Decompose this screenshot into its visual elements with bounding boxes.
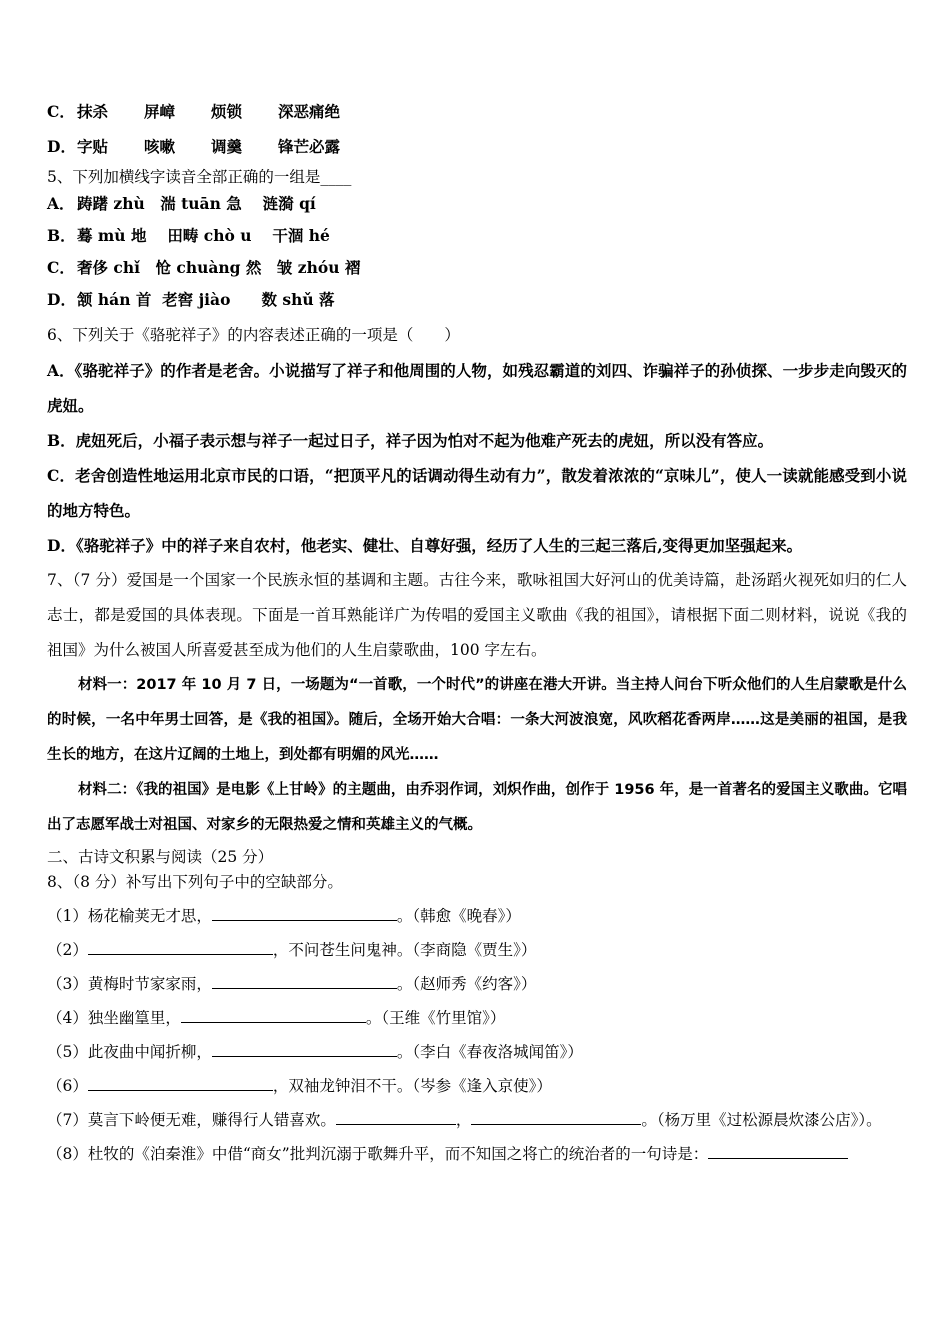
- option-label: C．: [47, 102, 75, 121]
- item-text: ，: [455, 1111, 472, 1129]
- option-label: C．: [47, 258, 75, 277]
- answer-blank[interactable]: [212, 970, 397, 989]
- item-text: （7）莫言下岭便无难，赚得行人错喜欢。: [47, 1111, 336, 1129]
- option-word: 烦锁: [211, 102, 243, 121]
- option-word: 字贴: [77, 137, 109, 156]
- option-text: 蓦 mù 地 田畴 chò u 干涸 hé: [77, 226, 330, 245]
- option-text: 《骆驼祥子》中的祥子来自农村，他老实、健壮、自尊好强，经历了人生的三起三落后,变得更加坚强起来。: [75, 536, 803, 555]
- document-page: [47, 100, 907, 1171]
- answer-blank[interactable]: [336, 1106, 456, 1125]
- item-text: （8）杜牧的《泊秦淮》中借“商女”批判沉溺于歌舞升平，而不知国之将亡的统治者的一句诗是：: [47, 1145, 709, 1163]
- q8-item-4: [47, 1001, 907, 1035]
- item-text: （4）独坐幽篁里，: [47, 1009, 181, 1027]
- answer-blank[interactable]: [181, 1004, 366, 1023]
- item-text: （5）此夜曲中闻折柳，: [47, 1043, 212, 1061]
- item-text: （6）: [47, 1077, 88, 1095]
- item-text: （1）杨花榆荚无才思，: [47, 907, 212, 925]
- q8-item-7: [47, 1103, 907, 1137]
- item-text: ，双袖龙钟泪不干。（岑参《逢入京使》）: [272, 1077, 552, 1095]
- q8-item-8: [47, 1137, 907, 1171]
- option-text: 踌躇 zhù 湍 tuān 急 涟漪 qí: [77, 194, 316, 213]
- q7-material-1: 材料一：2017 年 10 月 7 日，一场题为“一首歌，一个时代”的讲座在港大开讲。当主持人问台下听众他们的人生启蒙歌是什么的时候，一名中年男士回答，是《我的祖国》。随后，全场开始大合唱：一条大河波浪宽，风吹稻花香两岸……这是美丽的祖国，是我生长的地方，在这片辽阔的土地上，到处都有明媚的风光……: [47, 677, 907, 763]
- item-text: 。（赵师秀《约客》）: [396, 975, 537, 993]
- option-label: D．: [47, 137, 76, 156]
- option-label: D．: [47, 536, 76, 555]
- answer-blank[interactable]: [88, 936, 273, 955]
- q8-stem: 8、（8 分）补写出下列句子中的空缺部分。: [47, 873, 343, 891]
- option-text: 老舍创造性地运用北京市民的口语，“把顶平凡的话调动得生动有力”，散发着浓浓的“京味儿”，使人一读就能感受到小说的地方特色。: [47, 466, 907, 520]
- item-text: 。（韩愈《晚春》）: [396, 907, 521, 925]
- q6-option-c: [47, 458, 907, 528]
- q5-stem: 5、下列加横线字读音全部正确的一组是____: [47, 168, 352, 186]
- item-text: 。（李白《春夜洛城闻笛》）: [396, 1043, 583, 1061]
- item-text: 。（杨万里《过松源晨炊漆公店》）。: [641, 1111, 882, 1129]
- item-text: （3）黄梅时节家家雨，: [47, 975, 212, 993]
- q8-item-6: [47, 1069, 907, 1103]
- q8-item-2: [47, 933, 907, 967]
- q8-item-5: [47, 1035, 907, 1069]
- option-text: 《骆驼祥子》的作者是老舍。小说描写了祥子和他周围的人物，如残忍霸道的刘四、诈骗祥子的孙侦探、一步步走向毁灭的虎妞。: [47, 361, 907, 415]
- q4-option-c: [47, 100, 907, 135]
- section-title: 二、古诗文积累与阅读（25 分）: [47, 848, 274, 866]
- q6-stem: 6、下列关于《骆驼祥子》的内容表述正确的一项是（ ）: [47, 326, 460, 344]
- option-word: 咳嗽: [144, 137, 176, 156]
- item-text: （2）: [47, 941, 88, 959]
- answer-blank[interactable]: [88, 1072, 273, 1091]
- q5-option-b: [47, 224, 907, 256]
- q4-option-d: [47, 135, 907, 165]
- option-text: 奢侈 chǐ 怆 chuàng 然 皱 zhóu 褶: [77, 258, 361, 277]
- option-word: 深恶痛绝: [278, 102, 341, 121]
- option-label: C．: [47, 466, 76, 485]
- option-label: A．: [47, 361, 75, 380]
- option-text: 颔 hán 首 老窖 jiào 数 shǔ 落: [77, 290, 335, 309]
- q5-option-a: [47, 192, 907, 224]
- answer-blank[interactable]: [708, 1140, 848, 1159]
- q8-item-3: [47, 967, 907, 1001]
- answer-blank[interactable]: [471, 1106, 641, 1125]
- option-label: B．: [47, 226, 76, 245]
- q5-option-d: [47, 288, 907, 323]
- q7-material-2: 材料二：《我的祖国》是电影《上甘岭》的主题曲，由乔羽作词，刘炽作曲，创作于 1956 年，是一首著名的爱国主义歌曲。它唱出了志愿军战士对祖国、对家乡的无限热爱之情和英雄主义的气概。: [47, 782, 907, 833]
- q5-option-c: [47, 256, 907, 288]
- option-label: D．: [47, 290, 76, 309]
- q7-stem: 7、（7 分）爱国是一个国家一个民族永恒的基调和主题。古往今来，歌咏祖国大好河山的优美诗篇，赴汤蹈火视死如归的仁人志士，都是爱国的具体表现。下面是一首耳熟能详广为传唱的爱国主义歌曲《我的祖国》，请根据下面二则材料，说说《我的祖国》为什么被国人所喜爱甚至成为他们的人生启蒙歌曲，100 字左右。: [47, 571, 907, 659]
- option-label: B．: [47, 431, 76, 450]
- q6-option-a: [47, 353, 907, 423]
- option-text: 虎妞死后，小福子表示想与祥子一起过日子，祥子因为怕对不起为他难产死去的虎妞，所以没有答应。: [75, 431, 774, 450]
- option-word: 抹杀: [77, 102, 109, 121]
- answer-blank[interactable]: [212, 1038, 397, 1057]
- option-word: 调羹: [211, 137, 243, 156]
- item-text: ，不问苍生问鬼神。（李商隐《贾生》）: [272, 941, 537, 959]
- q6-option-d: [47, 528, 907, 563]
- item-text: 。（王维《竹里馆》）: [365, 1009, 506, 1027]
- q6-option-b: [47, 423, 907, 458]
- option-word: 锋芒必露: [278, 137, 341, 156]
- answer-blank[interactable]: [212, 902, 397, 921]
- option-word: 屏嶂: [144, 102, 176, 121]
- option-label: A．: [47, 194, 75, 213]
- q8-item-1: [47, 899, 907, 933]
